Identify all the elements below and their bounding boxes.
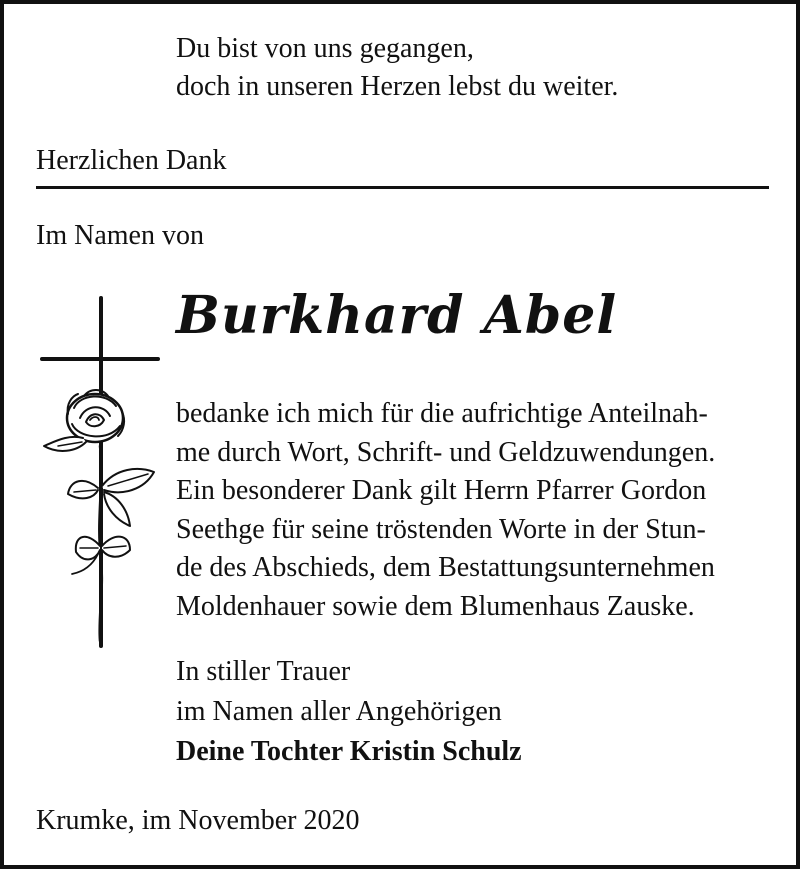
- closing-line-1: In stiller Trauer: [176, 656, 351, 687]
- message-line: me durch Wort, Schrift- und Geldzuwendungen.: [176, 436, 716, 468]
- thanks-message: [176, 395, 715, 627]
- place-and-date: Krumke, im November 2020: [36, 805, 360, 836]
- closing-line-2: im Namen aller Angehörigen: [176, 696, 502, 727]
- epigraph-line-2: doch in unseren Herzen lebst du weiter.: [176, 71, 619, 102]
- message-line: Ein besonderer Dank gilt Herrn Pfarrer Gordon: [176, 475, 707, 507]
- message-line: Moldenhauer sowie dem Blumenhaus Zauske.: [176, 590, 695, 622]
- in-name-of-label: Im Namen von: [36, 220, 204, 251]
- cross-with-rose-icon: [38, 296, 160, 648]
- message-line: de des Abschieds, dem Bestattungsunternehmen: [176, 552, 715, 584]
- deceased-name: Burkhard Abel: [176, 285, 618, 346]
- thanks-heading: Herzlichen Dank: [36, 145, 227, 176]
- message-line: bedanke ich mich für die aufrichtige Anteilnah-: [176, 398, 708, 429]
- divider-line: [36, 186, 769, 189]
- message-line: Seethge für seine tröstenden Worte in der Stun-: [176, 513, 706, 545]
- epigraph-line-1: Du bist von uns gegangen,: [176, 33, 474, 64]
- closing-block: [176, 652, 522, 772]
- signer-name: Deine Tochter Kristin Schulz: [176, 736, 522, 767]
- epigraph: [176, 30, 618, 106]
